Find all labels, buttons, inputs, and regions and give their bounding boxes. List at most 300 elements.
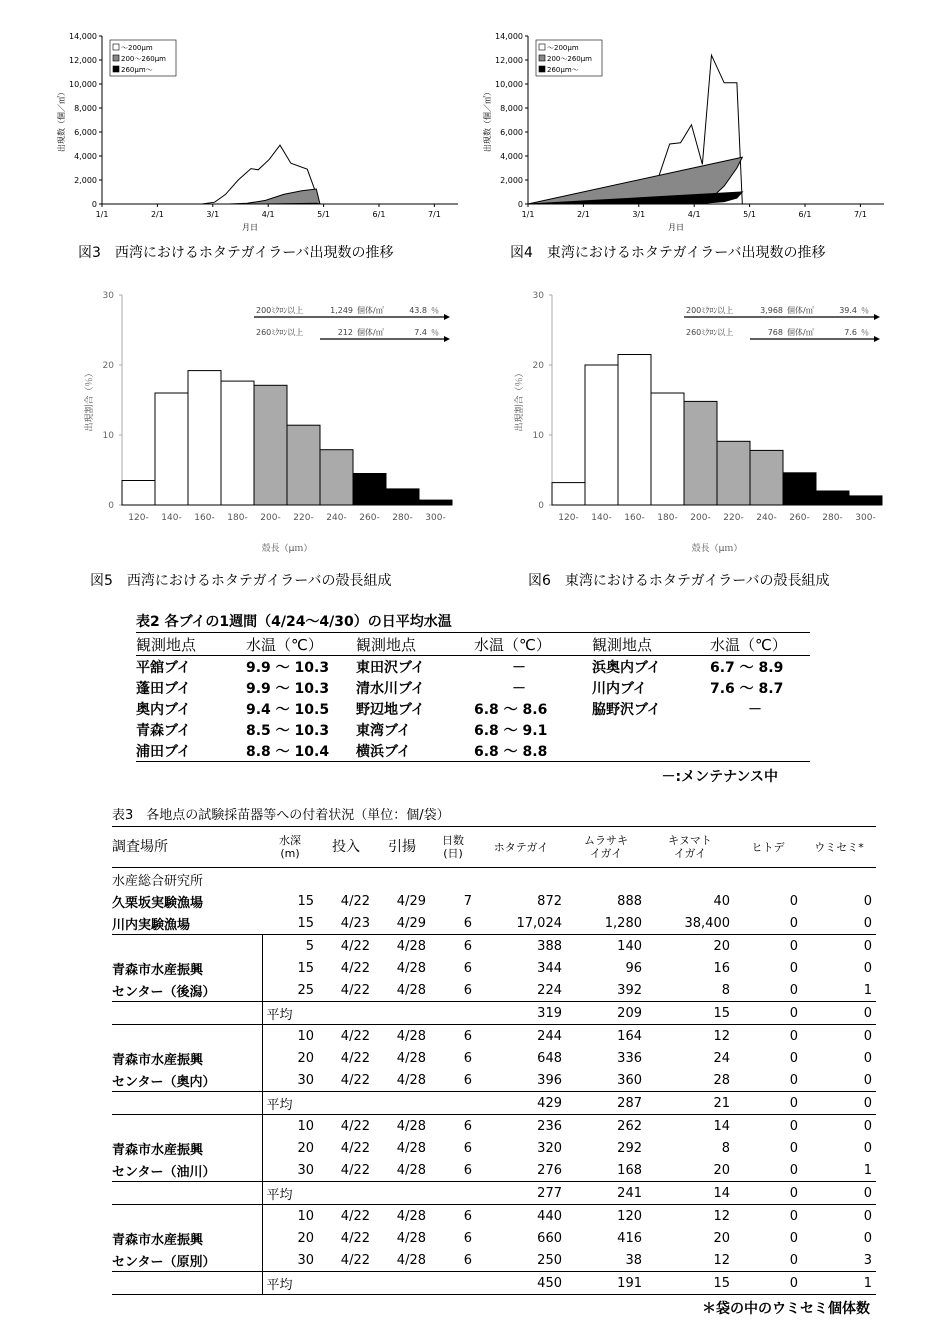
- table3-title: 表3 各地点の試験採苗器等への付着状況（単位：個/袋）: [112, 806, 876, 827]
- bar: [552, 483, 585, 505]
- cell: 0: [789, 938, 798, 954]
- site-name: [112, 935, 262, 958]
- avg-label: 平均: [262, 1182, 476, 1205]
- bar: [353, 474, 386, 506]
- y-tick-label: 0: [108, 501, 114, 511]
- cell: 0: [789, 1252, 798, 1268]
- caption-fig4: 図4 東湾におけるホタテガイラーバ出現数の推移: [510, 245, 826, 261]
- cell: 0: [789, 1028, 798, 1044]
- x-axis-label: 殻長（μｍ）: [261, 544, 313, 554]
- cell: 0: [789, 1050, 798, 1066]
- legend-swatch: [539, 44, 545, 50]
- bar: [188, 371, 221, 505]
- cell: 450: [476, 1272, 566, 1295]
- cell: 0: [789, 1208, 798, 1224]
- annotation-label: 200ﾐｸﾛﾝ以上: [686, 306, 734, 315]
- chart-fig5: [70, 285, 470, 555]
- x-tick-label: 240-: [326, 513, 347, 523]
- th: 観測地点: [592, 633, 710, 656]
- legend-label: ～200μm: [547, 44, 579, 52]
- cell: 東湾ブイ: [356, 722, 411, 739]
- th-line: 日数: [442, 834, 464, 847]
- cell: 209: [566, 1002, 646, 1025]
- site-name: 青森市水産振興: [112, 1232, 204, 1248]
- cell: 12: [713, 1028, 730, 1044]
- th-depth: [262, 827, 318, 868]
- y-axis-label: 出現数（個／㎥）: [483, 88, 492, 152]
- legend-label: 200～260μm: [547, 55, 592, 63]
- bar: [651, 393, 684, 505]
- cell: －: [748, 701, 762, 718]
- th: 観測地点: [136, 633, 246, 656]
- x-tick-label: 220-: [293, 513, 314, 523]
- cell: 14: [713, 1118, 730, 1134]
- cell: 388: [537, 938, 562, 954]
- cell: 660: [537, 1230, 562, 1246]
- cell: 17,024: [476, 912, 566, 935]
- cell: 4/22: [340, 893, 370, 909]
- cell: 3: [863, 1252, 872, 1268]
- table-row: [112, 979, 876, 1002]
- x-tick-label: 120-: [558, 513, 579, 523]
- cell: 10: [262, 1115, 318, 1138]
- cell: 15: [646, 1272, 734, 1295]
- cell: 4/28: [396, 1028, 426, 1044]
- cell: 15: [646, 1002, 734, 1025]
- x-tick-label: 180-: [657, 513, 678, 523]
- table-row: [112, 1025, 876, 1048]
- cell: 4/22: [340, 938, 370, 954]
- cell: 6: [463, 1162, 472, 1178]
- table2-header: [136, 633, 810, 656]
- annotation-unit: 個体/㎥: [357, 306, 384, 315]
- y-tick-label: 0: [91, 200, 97, 209]
- bar: [750, 450, 783, 505]
- cell: 14: [646, 1182, 734, 1205]
- cell: 21: [646, 1092, 734, 1115]
- x-tick-label: 1/1: [95, 210, 109, 219]
- x-tick-label: 260-: [359, 513, 380, 523]
- cell: 浜奥内ブイ: [592, 659, 661, 676]
- y-tick-label: 30: [102, 291, 114, 301]
- cell: 0: [863, 1072, 872, 1088]
- table-row: [112, 935, 876, 958]
- site-name: 青森市水産振興: [112, 1142, 204, 1158]
- table3-header: [112, 827, 876, 868]
- cell: 15: [262, 957, 318, 979]
- cell: 20: [262, 1227, 318, 1249]
- cell: 6: [463, 1028, 472, 1044]
- cell: 6.8 ～ 9.1: [474, 722, 548, 739]
- cell: 0: [863, 1028, 872, 1044]
- annotation-label: 260ﾐｸﾛﾝ以上: [686, 328, 734, 337]
- site-name: 青森市水産振興: [112, 962, 204, 978]
- cell: 1: [802, 1272, 876, 1295]
- cell: 4/29: [374, 912, 430, 935]
- bar: [155, 393, 188, 505]
- cell: 0: [789, 960, 798, 976]
- table-row: [136, 677, 810, 698]
- cell: 9.4 ～ 10.5: [246, 701, 330, 718]
- table-row: [112, 912, 876, 935]
- legend-label: ～200μm: [121, 44, 153, 52]
- cell: 浦田ブイ: [136, 740, 246, 762]
- cell: 6: [463, 938, 472, 954]
- table2-note: －:メンテナンス中: [661, 769, 778, 785]
- cell: 4/29: [396, 893, 426, 909]
- y-tick-label: 10,000: [495, 80, 523, 89]
- cell: 30: [262, 1069, 318, 1092]
- annotation-arrowhead: [874, 336, 880, 342]
- cell: 川内ブイ: [592, 680, 647, 697]
- cell: 6: [463, 1050, 472, 1066]
- cell: 0: [734, 1272, 802, 1295]
- cell: 4/28: [396, 1208, 426, 1224]
- cell: 28: [713, 1072, 730, 1088]
- legend-label: 260μm～: [121, 66, 153, 74]
- annotation-label: 260ﾐｸﾛﾝ以上: [256, 328, 304, 337]
- cell: 250: [537, 1252, 562, 1268]
- cell: 0: [863, 1050, 872, 1066]
- annotation-pct: 7.6: [844, 328, 857, 337]
- site-name: 川内実験漁場: [112, 912, 262, 935]
- cell: 1: [863, 982, 872, 998]
- cell: 0: [863, 1208, 872, 1224]
- legend-label: 260μm～: [547, 66, 579, 74]
- cell: 6: [463, 1072, 472, 1088]
- y-tick-label: 0: [517, 200, 523, 209]
- table2-title: 表2 各ブイの1週間（4/24～4/30）の日平均水温: [136, 612, 810, 633]
- x-tick-label: 200-: [260, 513, 281, 523]
- annotation-count: 768: [767, 328, 783, 337]
- cell: 10: [262, 1205, 318, 1228]
- cell: 1,280: [566, 912, 646, 935]
- th-hitode: ヒトデ: [734, 827, 802, 868]
- cell: 6.7 ～ 8.9: [710, 659, 784, 676]
- site-name: [112, 1272, 262, 1295]
- cell: 蓬田ブイ: [136, 680, 191, 697]
- x-tick-label: 5/1: [743, 210, 757, 219]
- cell: 440: [537, 1208, 562, 1224]
- cell: 12: [713, 1252, 730, 1268]
- table-row: [112, 1159, 876, 1182]
- cell: 0: [789, 1140, 798, 1156]
- cell: 244: [537, 1028, 562, 1044]
- cell: 0: [789, 893, 798, 909]
- cell: 12: [713, 1208, 730, 1224]
- annotation-pct: 39.4: [839, 306, 857, 315]
- caption-fig6: 図6 東湾におけるホタテガイラーバの殻長組成: [528, 573, 830, 589]
- annotation-count: 212: [337, 328, 353, 337]
- table3: [112, 806, 876, 1318]
- cell: 6: [463, 1230, 472, 1246]
- cell: 9.9 ～ 10.3: [246, 680, 330, 697]
- annotation-unit: 個体/㎥: [787, 306, 814, 315]
- cell: 164: [617, 1028, 642, 1044]
- y-tick-label: 12,000: [69, 56, 97, 65]
- cell: 横浜ブイ: [356, 740, 474, 762]
- bar: [320, 450, 353, 505]
- annotation-pct-unit: ％: [431, 306, 439, 315]
- x-tick-label: 4/1: [687, 210, 701, 219]
- bar: [585, 365, 618, 505]
- cell: 6: [463, 1140, 472, 1156]
- th: 水温（℃）: [474, 633, 592, 656]
- cell: 0: [734, 1002, 802, 1025]
- caption-fig3: 図3 西湾におけるホタテガイラーバ出現数の推移: [78, 245, 394, 261]
- cell: －: [512, 659, 526, 676]
- x-tick-label: 160-: [194, 513, 215, 523]
- site-name: [112, 1002, 262, 1025]
- legend-swatch: [113, 66, 119, 72]
- bar: [254, 385, 287, 505]
- x-tick-label: 300-: [425, 513, 446, 523]
- cell: 7: [463, 893, 472, 909]
- cell: 0: [863, 938, 872, 954]
- cell: 320: [537, 1140, 562, 1156]
- cell: 4/22: [340, 982, 370, 998]
- cell: 40: [713, 893, 730, 909]
- table-row-average: [112, 1272, 876, 1295]
- bar: [684, 401, 717, 505]
- avg-label: 平均: [262, 1092, 476, 1115]
- y-tick-label: 12,000: [495, 56, 523, 65]
- cell: 6: [463, 960, 472, 976]
- chart-fig6: [500, 285, 900, 555]
- legend-label: 200～260μm: [121, 55, 166, 63]
- cell: 4/28: [396, 1162, 426, 1178]
- table-row: [112, 1227, 876, 1249]
- legend-swatch: [113, 44, 119, 50]
- annotation-unit: 個体/㎥: [787, 328, 814, 337]
- cell: 脇野沢ブイ: [592, 701, 661, 718]
- caption-fig5: 図5 西湾におけるホタテガイラーバの殻長組成: [90, 573, 392, 589]
- table-row-average: [112, 1002, 876, 1025]
- th-days: [430, 827, 476, 868]
- avg-label: 平均: [262, 1002, 476, 1025]
- th-hotate: ホタテガイ: [476, 827, 566, 868]
- th-out: 引揚: [374, 827, 430, 868]
- cell: 224: [537, 982, 562, 998]
- table2: [136, 612, 810, 786]
- cell: 277: [476, 1182, 566, 1205]
- y-axis-label: 出現割合（％）: [85, 368, 95, 432]
- y-tick-label: 2,000: [500, 176, 523, 185]
- cell: 276: [537, 1162, 562, 1178]
- x-tick-label: 2/1: [150, 210, 164, 219]
- y-axis-label: 出現割合（％）: [515, 368, 525, 432]
- site-name: [112, 1115, 262, 1138]
- cell: 191: [566, 1272, 646, 1295]
- cell: 4/22: [340, 960, 370, 976]
- cell: 4/22: [340, 1118, 370, 1134]
- cell: 4/28: [396, 1252, 426, 1268]
- site-name: センター（原別）: [112, 1254, 216, 1270]
- cell: 0: [863, 1140, 872, 1156]
- th-in: 投入: [318, 827, 374, 868]
- cell: 平舘ブイ: [136, 659, 191, 676]
- cell: [592, 719, 710, 740]
- annotation-arrowhead: [874, 314, 880, 320]
- annotation-pct: 7.4: [414, 328, 427, 337]
- cell: 0: [734, 1092, 802, 1115]
- cell: 38: [625, 1252, 642, 1268]
- cell: 4/28: [396, 1230, 426, 1246]
- cell: 292: [617, 1140, 642, 1156]
- bar: [386, 489, 419, 505]
- table-row: [112, 1069, 876, 1092]
- x-tick-label: 260-: [789, 513, 810, 523]
- cell: 6: [463, 1208, 472, 1224]
- annotation-pct-unit: ％: [861, 306, 869, 315]
- bar: [122, 481, 155, 506]
- x-tick-label: 120-: [128, 513, 149, 523]
- x-tick-label: 220-: [723, 513, 744, 523]
- y-tick-label: 8,000: [74, 104, 97, 113]
- th-line: イガイ: [589, 847, 623, 860]
- x-tick-label: 2/1: [576, 210, 590, 219]
- cell: 0: [863, 1230, 872, 1246]
- cell: 344: [537, 960, 562, 976]
- cell: 4/28: [396, 1140, 426, 1156]
- th-line: ムラサキ: [584, 834, 628, 847]
- y-tick-label: 30: [532, 291, 544, 301]
- table-row: [136, 656, 810, 678]
- x-tick-label: 5/1: [317, 210, 331, 219]
- cell: 4/28: [396, 982, 426, 998]
- cell: 0: [802, 1182, 876, 1205]
- cell: 8: [721, 1140, 730, 1156]
- cell: 0: [734, 912, 802, 935]
- th-line: 水深: [279, 834, 301, 847]
- table-row: [112, 1249, 876, 1272]
- cell: 20: [262, 1047, 318, 1069]
- cell: 319: [476, 1002, 566, 1025]
- cell: 20: [262, 1137, 318, 1159]
- cell: 8.5 ～ 10.3: [246, 722, 330, 739]
- site-name: [112, 1025, 262, 1048]
- bar: [618, 355, 651, 506]
- annotation-pct-unit: ％: [861, 328, 869, 337]
- cell: 10: [262, 1025, 318, 1048]
- cell: 4/28: [396, 1118, 426, 1134]
- cell: 15: [297, 893, 314, 909]
- avg-label: 平均: [262, 1272, 476, 1295]
- cell: 4/22: [340, 1140, 370, 1156]
- table3-note: ＊袋の中のウミセミ個体数: [702, 1301, 870, 1317]
- bar: [419, 500, 452, 505]
- x-tick-label: 180-: [227, 513, 248, 523]
- y-tick-label: 10: [102, 431, 114, 441]
- site-name: [112, 1205, 262, 1228]
- y-tick-label: 0: [538, 501, 544, 511]
- cell: 0: [789, 1230, 798, 1246]
- x-tick-label: 7/1: [853, 210, 867, 219]
- cell: 7.6 ～ 8.7: [710, 680, 784, 697]
- site-name: 水産総合研究所: [112, 873, 204, 889]
- cell: 0: [802, 1002, 876, 1025]
- annotation-count: 3,968: [760, 306, 783, 315]
- x-axis-label: 月日: [668, 223, 684, 232]
- table-row: [112, 1137, 876, 1159]
- site-name: 青森市水産振興: [112, 1052, 204, 1068]
- cell: 4/28: [396, 1050, 426, 1066]
- chart-fig3: [50, 28, 470, 233]
- cell: 416: [617, 1230, 642, 1246]
- table-row: [112, 1205, 876, 1228]
- cell: 336: [617, 1050, 642, 1066]
- cell: 0: [789, 982, 798, 998]
- cell: 30: [262, 1159, 318, 1182]
- table-row: [112, 868, 876, 891]
- cell: 野辺地ブイ: [356, 701, 425, 718]
- cell: 20: [713, 1230, 730, 1246]
- cell: 0: [863, 893, 872, 909]
- x-tick-label: 4/1: [261, 210, 275, 219]
- legend-swatch: [539, 55, 545, 61]
- table-row: [136, 719, 810, 740]
- cell: 4/22: [340, 1230, 370, 1246]
- legend-swatch: [113, 55, 119, 61]
- cell: 9.9 ～ 10.3: [246, 659, 330, 676]
- x-tick-label: 140-: [591, 513, 612, 523]
- table-row: [112, 957, 876, 979]
- cell: 168: [617, 1162, 642, 1178]
- annotation-label: 200ﾐｸﾛﾝ以上: [256, 306, 304, 315]
- cell: 30: [262, 1249, 318, 1272]
- cell: 0: [789, 1072, 798, 1088]
- th-line: (m): [280, 847, 300, 860]
- cell: 429: [476, 1092, 566, 1115]
- x-axis-label: 月日: [242, 223, 258, 232]
- x-tick-label: 3/1: [632, 210, 646, 219]
- cell: 0: [789, 1118, 798, 1134]
- bar: [287, 425, 320, 505]
- x-tick-label: 1/1: [521, 210, 535, 219]
- cell: 1: [863, 1162, 872, 1178]
- th-line: イガイ: [673, 847, 707, 860]
- x-tick-label: 7/1: [427, 210, 441, 219]
- cell: 5: [262, 935, 318, 958]
- cell: 360: [617, 1072, 642, 1088]
- y-tick-label: 8,000: [500, 104, 523, 113]
- cell: 24: [713, 1050, 730, 1066]
- x-tick-label: 240-: [756, 513, 777, 523]
- cell: 6: [463, 1252, 472, 1268]
- x-tick-label: 140-: [161, 513, 182, 523]
- cell: 0: [734, 1182, 802, 1205]
- y-axis-label: 出現数（個／㎥）: [57, 88, 66, 152]
- y-tick-label: 4,000: [500, 152, 523, 161]
- cell: 青森ブイ: [136, 722, 191, 739]
- cell: 4/22: [340, 1028, 370, 1044]
- cell: 0: [802, 1092, 876, 1115]
- th: 水温（℃）: [246, 633, 356, 656]
- table-row: [112, 1047, 876, 1069]
- site-name: センター（奥内）: [112, 1074, 216, 1090]
- x-tick-label: 280-: [822, 513, 843, 523]
- th-line: (日): [443, 847, 463, 860]
- cell: [710, 719, 810, 740]
- cell: 241: [566, 1182, 646, 1205]
- y-tick-label: 6,000: [500, 128, 523, 137]
- cell: 25: [262, 979, 318, 1002]
- site-name: 久栗坂実験漁場: [112, 895, 204, 911]
- table-row: [136, 740, 810, 762]
- bar: [783, 473, 816, 505]
- bar: [849, 496, 882, 505]
- cell: 0: [863, 1118, 872, 1134]
